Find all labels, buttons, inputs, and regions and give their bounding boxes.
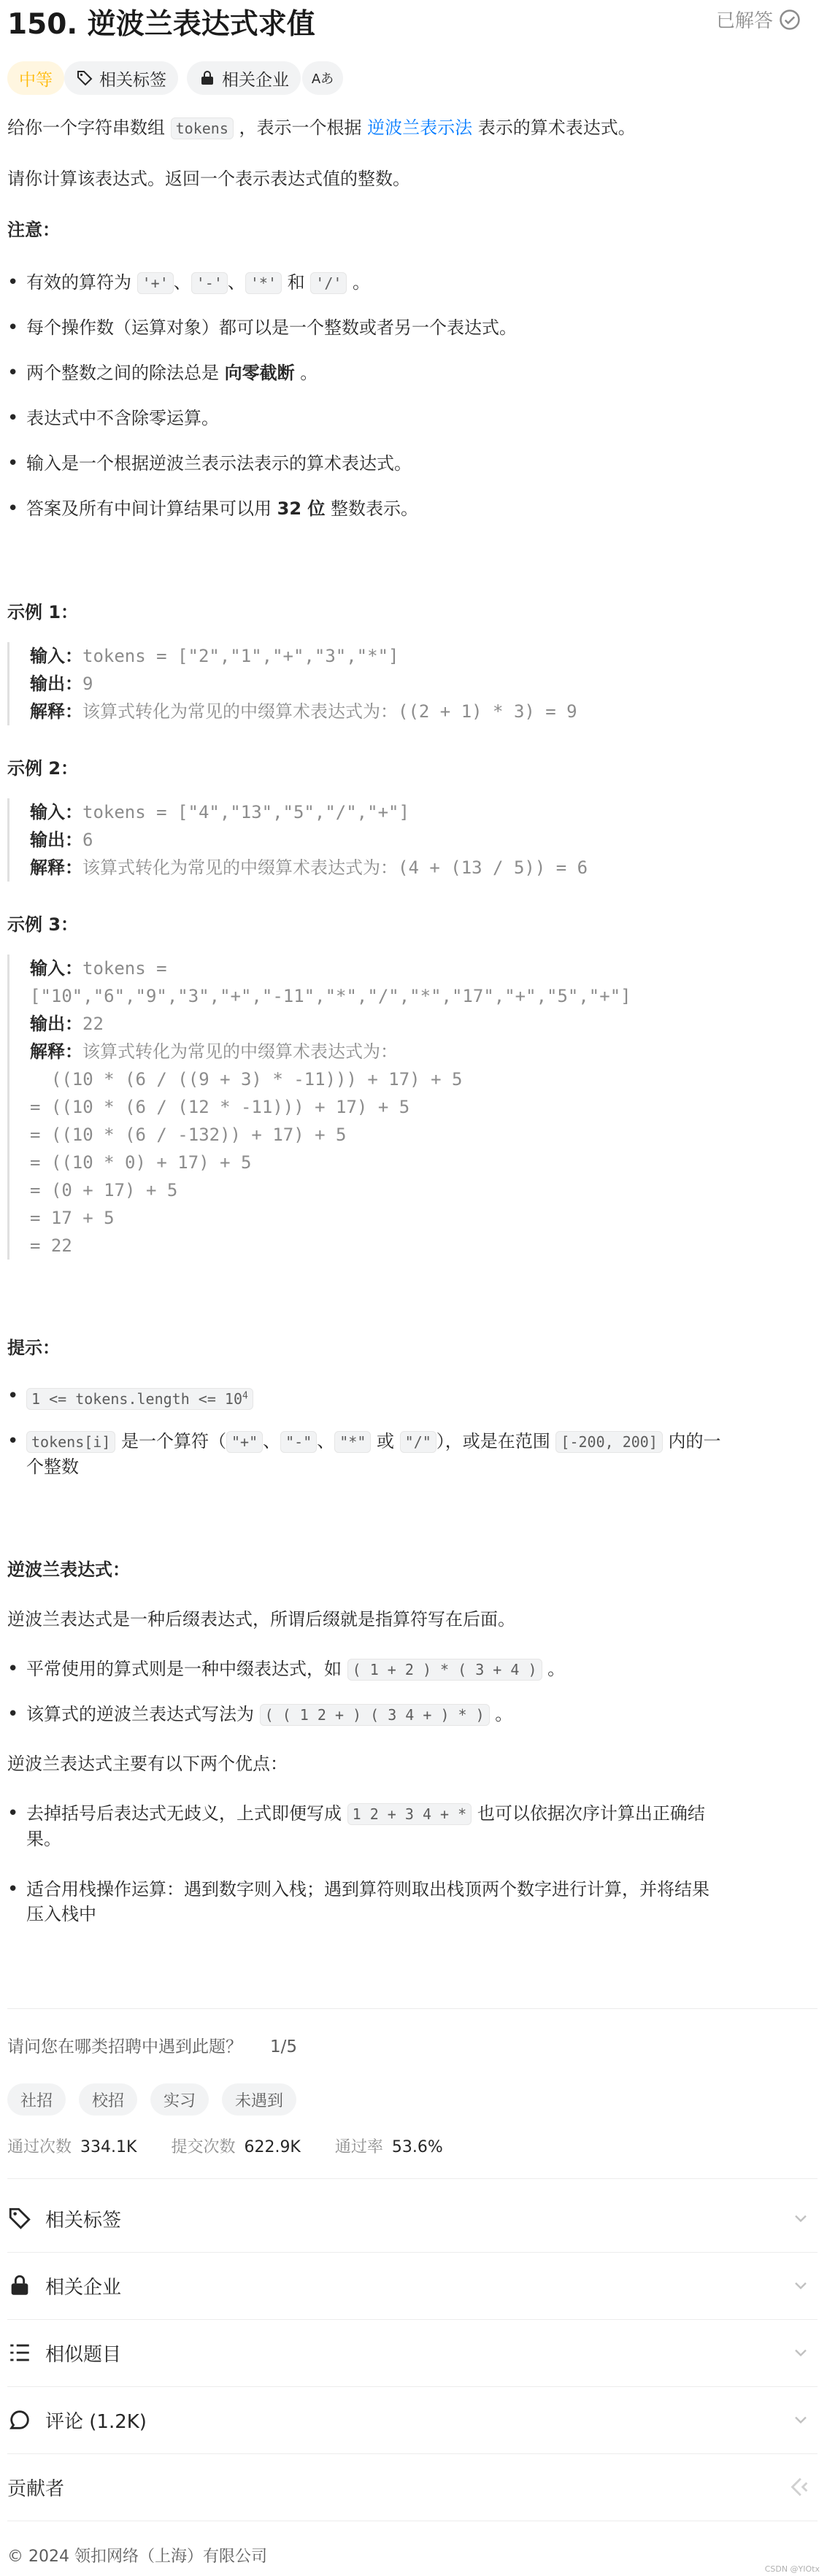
font-toggle-button[interactable]: [302, 61, 343, 95]
footer-copyright: © 2024 领扣网络（上海）有限公司: [7, 2548, 267, 2566]
section-similar-problems[interactable]: 相似题目: [0, 2319, 827, 2386]
solved-status: [716, 6, 801, 33]
note-item-4: • 表达式中不含除零运算。: [7, 407, 219, 429]
note-item-2: • 每个操作数（运算对象）都可以是一个整数或者另一个表达式。: [7, 317, 517, 339]
problem-title: 150. 逆波兰表达式求值: [7, 8, 315, 41]
related-tags-button[interactable]: [64, 61, 178, 95]
related-tags-label: 相关标签: [99, 70, 166, 90]
list-icon: [7, 2340, 32, 2365]
note-item-5: • 输入是一个根据逆波兰表示法表示的算术表达式。: [7, 452, 412, 474]
rpn-heading: 逆波兰表达式：: [7, 1559, 130, 1580]
tag-icon: [76, 69, 93, 87]
section-contributors[interactable]: 贡献者: [0, 2453, 827, 2521]
note-item-6: • 答案及所有中间计算结果可以用 32 位 整数表示。: [7, 498, 419, 520]
survey-question: 请问您在哪类招聘中遇到此题？ 1/5: [7, 2037, 298, 2056]
note-heading: 注意：: [7, 220, 60, 240]
chevron-down-icon: [791, 2275, 811, 2296]
rpn-p2: 逆波兰表达式主要有以下两个优点：: [7, 1754, 288, 1774]
divider: [7, 2178, 818, 2179]
divider: [7, 2008, 818, 2009]
comment-icon: [7, 2407, 32, 2432]
example-3-heading: 示例 3：: [7, 914, 79, 935]
difficulty-label: 中等: [19, 70, 53, 90]
hint-item-1: • 1 <= tokens.length <= $10^4$: [7, 1384, 253, 1411]
hints-heading: 提示：: [7, 1338, 60, 1358]
section-comments[interactable]: 评论 (1.2K): [0, 2386, 827, 2453]
difficulty-badge[interactable]: [7, 61, 64, 95]
font-toggle-icon: Aあ: [311, 72, 334, 87]
survey-progress: 1/5: [270, 2037, 298, 2056]
example-3-block: 输入：tokens = ["10","6","9","3","+","-11","*","/","*","17","+","5","+"] 输出：22 解释：该算式转化为常见的中缀算术表达式为： ((10 * (6 / ((9 + 3) * -11))) + 17) + 5 = ((10 * (6 / (12 * -11))) + 17) + 5 = ((10 * (6 / -132)) + 17) + 5 = ((10 * 0) + 17) + 5 = (0 + 17) + 5 = 17 + 5 = 22: [7, 955, 818, 1260]
section-related-tags[interactable]: 相关标签: [0, 2185, 827, 2252]
example-2-heading: 示例 2：: [7, 758, 79, 779]
related-companies-label: 相关企业: [222, 70, 289, 90]
chevron-down-icon: [791, 2410, 811, 2430]
tag-icon: [7, 2206, 32, 2231]
check-circle-icon: [779, 9, 801, 31]
rpn-link[interactable]: 逆波兰表示法: [367, 117, 473, 138]
survey-chip-intern[interactable]: 实习: [150, 2083, 209, 2116]
contributors-icon: [786, 2475, 811, 2499]
lock-icon: [199, 69, 216, 87]
inline-code: tokens: [171, 117, 234, 139]
survey-chip-never[interactable]: 未遇到: [222, 2083, 296, 2116]
watermark: CSDN @YIOtx: [764, 2564, 820, 2574]
description-p1: 给你一个字符串数组 tokens ，表示一个根据 逆波兰表示法 表示的算术表达式。: [7, 117, 636, 138]
rpn-item-4: • 适合用栈操作运算：遇到数字则入栈；遇到算符则取出栈顶两个数字进行计算，并将结果 压入栈中: [7, 1878, 709, 1924]
example-1-block: 输入：tokens = ["2","1","+","3","*"] 输出：9 解释：该算式转化为常见的中缀算术表达式为：((2 + 1) * 3) = 9: [7, 642, 818, 725]
stat-rate: 53.6%: [391, 2138, 443, 2156]
related-companies-button[interactable]: [187, 61, 301, 95]
chevron-down-icon: [791, 2342, 811, 2363]
solved-label: 已解答: [715, 10, 773, 32]
stats-row: 通过次数 334.1K 提交次数 622.9K 通过率 53.6%: [7, 2138, 443, 2156]
chevron-down-icon: [791, 2208, 811, 2229]
rpn-item-1: • 平常使用的算式则是一种中缀表达式，如 ( 1 + 2 ) * ( 3 + 4 ) 。: [7, 1658, 566, 1680]
note-item-3: • 两个整数之间的除法总是 向零截断 。: [7, 362, 318, 384]
rpn-p1: 逆波兰表达式是一种后缀表达式，所谓后缀就是指算符写在后面。: [7, 1609, 515, 1630]
survey-chip-social[interactable]: 社招: [7, 2083, 66, 2116]
rpn-item-3: • 去掉括号后表达式无歧义，上式即便写成 1 2 + 3 4 + * 也可以依据次序计算出正确结 果。: [7, 1802, 705, 1849]
description-p2: 请你计算该表达式。返回一个表示表达式值的整数。: [7, 169, 410, 189]
example-2-block: 输入：tokens = ["4","13","5","/","+"] 输出：6 解释：该算式转化为常见的中缀算术表达式为：(4 + (13 / 5)) = 6: [7, 798, 818, 882]
rpn-item-2: • 该算式的逆波兰表达式写法为 ( ( 1 2 + ) ( 3 4 + ) * ) 。: [7, 1703, 513, 1725]
section-related-companies[interactable]: 相关企业: [0, 2252, 827, 2319]
lock-icon: [7, 2273, 32, 2298]
example-1-heading: 示例 1：: [7, 602, 79, 622]
survey-chip-campus[interactable]: 校招: [79, 2083, 137, 2116]
stat-submitted: 622.9K: [244, 2138, 301, 2156]
note-item-1: • 有效的算符为 '+' 、 '-' 、 '*' 和 '/' 。: [7, 271, 371, 293]
stat-passed: 334.1K: [80, 2138, 137, 2156]
hint-item-2: • tokens[i] 是一个算符（ "+" 、 "-" 、 "*" 或 "/" ），或是在范围 [-200, 200] 内的一 个整数: [7, 1430, 721, 1477]
